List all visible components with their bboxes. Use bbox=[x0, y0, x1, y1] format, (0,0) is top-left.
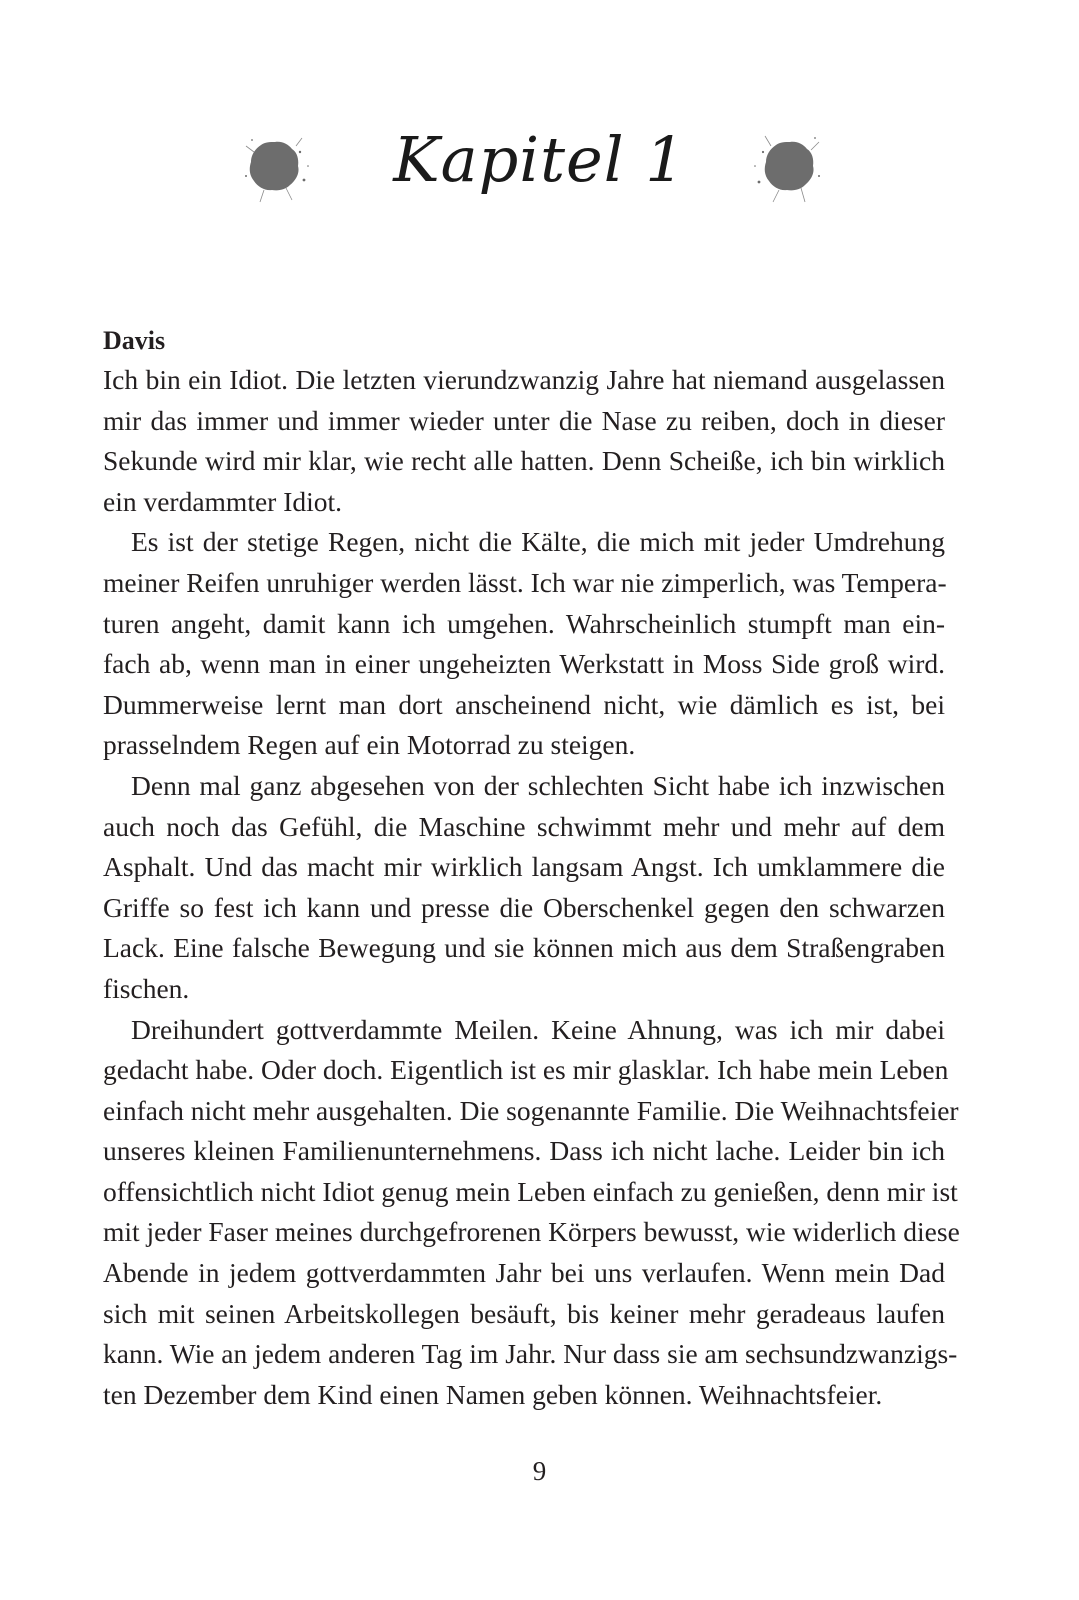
text-line: kann. Wie an jedem anderen Tag im Jahr. Nur dass sie am sechsundzwanzigs- bbox=[103, 1338, 958, 1370]
text-line: mit jeder Faser meines durchgefrorenen Körpers bewusst, wie widerlich diese bbox=[103, 1216, 960, 1248]
text-line: Denn mal ganz abgesehen von der schlechten Sicht habe ich inzwischen bbox=[131, 769, 945, 801]
text-line: Dummerweise lernt man dort anscheinend nicht, wie dämlich es ist, bei bbox=[103, 688, 945, 720]
ink-splatter-icon bbox=[745, 122, 835, 212]
text-line: mir das immer und immer wieder unter die Nase zu reiben, doch in dieser bbox=[103, 404, 945, 436]
text-line: Griffe so fest ich kann und presse die Oberschenkel gegen den schwarzen bbox=[103, 891, 945, 923]
chapter-title: Kapitel 1 bbox=[393, 123, 686, 196]
page-number: 9 bbox=[532, 1456, 547, 1486]
paragraph bbox=[103, 766, 945, 1010]
text-line: ten Dezember dem Kind einen Namen geben können. Weihnachtsfeier. bbox=[103, 1378, 883, 1410]
chapter-header bbox=[0, 100, 1079, 240]
text-line: Es ist der stetige Regen, nicht die Kälte, die mich mit jeder Umdrehung bbox=[131, 526, 945, 558]
text-line: Abende in jedem gottverdammten Jahr bei uns verlaufen. Wenn mein Dad bbox=[103, 1257, 945, 1289]
text-line: einfach nicht mehr ausgehalten. Die sogenannte Familie. Die Weihnachtsfeier bbox=[103, 1094, 959, 1126]
text-line: ein verdammter Idiot. bbox=[103, 485, 343, 517]
text-line: prasselndem Regen auf ein Motorrad zu steigen. bbox=[103, 729, 636, 761]
text-line: offensichtlich nicht Idiot genug mein Leben einfach zu genießen, denn mir ist bbox=[103, 1175, 958, 1207]
paragraph bbox=[103, 360, 945, 522]
text-line: meiner Reifen unruhiger werden lässt. Ich war nie zimperlich, was Tempera- bbox=[103, 566, 947, 598]
text-line: sich mit seinen Arbeitskollegen besäuft, bis keiner mehr geradeaus laufen bbox=[103, 1297, 945, 1329]
paragraph bbox=[103, 522, 945, 766]
chapter-body bbox=[103, 322, 960, 1415]
text-line: Sekunde wird mir klar, wie recht alle hatten. Denn Scheiße, ich bin wirklich bbox=[103, 445, 945, 477]
text-line: Lack. Eine falsche Bewegung und sie können mich aus dem Straßengraben bbox=[103, 932, 945, 964]
text-line: fischen. bbox=[103, 972, 190, 1004]
text-line: Asphalt. Und das macht mir wirklich langsam Angst. Ich umklammere die bbox=[103, 851, 945, 883]
text-line: unseres kleinen Familienunternehmens. Dass ich nicht lache. Leider bin ich bbox=[103, 1135, 945, 1167]
text-line: auch noch das Gefühl, die Maschine schwimmt mehr und mehr auf dem bbox=[103, 810, 945, 842]
text-line: gedacht habe. Oder doch. Eigentlich ist es mir glasklar. Ich habe mein Leben bbox=[103, 1054, 949, 1086]
text-line: turen angeht, damit kann ich umgehen. Wahrscheinlich stumpft man ein- bbox=[103, 607, 945, 639]
text-line: Ich bin ein Idiot. Die letzten vierundzwanzig Jahre hat niemand ausgelassen bbox=[103, 364, 945, 395]
paragraph bbox=[103, 1010, 960, 1416]
text-line: Dreihundert gottverdammte Meilen. Keine Ahnung, was ich mir dabei bbox=[131, 1013, 945, 1045]
section-heading: Davis bbox=[103, 326, 166, 355]
text-line: fach ab, wenn man in einer ungeheizten Werkstatt in Moss Side groß wird. bbox=[103, 648, 945, 680]
